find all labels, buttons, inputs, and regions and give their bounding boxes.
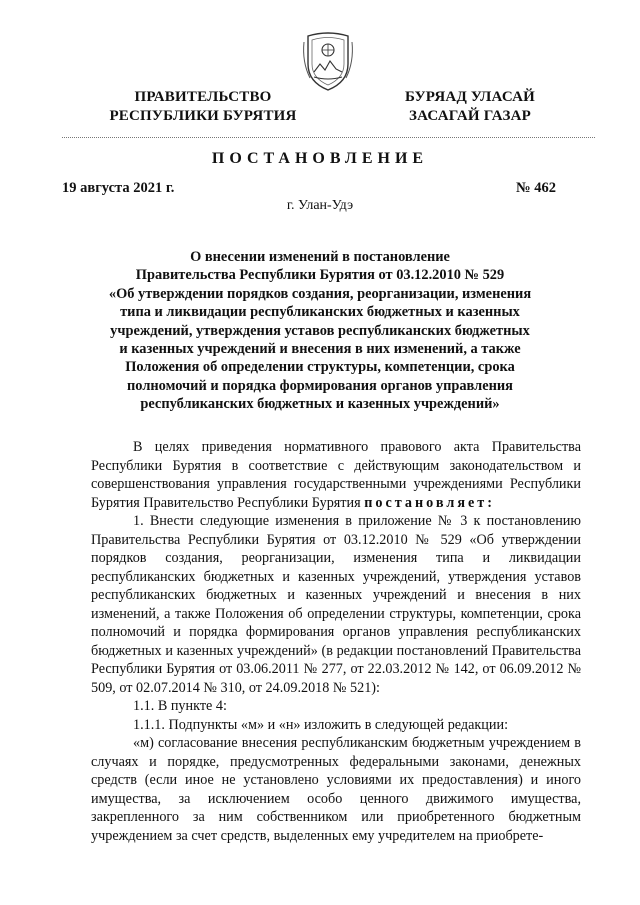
header-divider	[62, 137, 595, 138]
government-name-bua	[392, 88, 548, 126]
document-city: г. Улан-Удэ	[286, 198, 354, 213]
item-1-1-1: 1.1.1. Подпункты «м» и «н» изложить в следующей редакции:	[133, 716, 509, 733]
document-title	[90, 248, 550, 414]
government-name-bua-line2: ЗАСАГАЙ ГАЗАР	[409, 108, 531, 124]
item-1-1: 1.1. В пункте 4:	[133, 698, 227, 714]
government-name-ru-line1: ПРАВИТЕЛЬСТВО	[134, 89, 272, 105]
title-line: и казенных учреждений и внесения в них изменений, а также	[119, 341, 521, 358]
government-name-bua-line1: БУРЯАД УЛАСАЙ	[404, 89, 536, 105]
title-line: типа и ликвидации республиканских бюджетных и казенных	[120, 304, 520, 321]
document-body	[91, 512, 581, 845]
document-date: 19 августа 2021 г.	[62, 180, 175, 196]
item-m: «м) согласование внесения республиканским бюджетным учреждением в случаях и порядке, предусмотренных федеральными законами, денежных средств (если иное не установлено условиями их предоставления) и иного имущества, за исключением особо ценного движимого имущества, закрепленного за ним собственником или приобретенного бюджетным учреждением за счет средств, выделенных ему учредителем на приобрете-	[91, 735, 581, 844]
document-number: № 462	[516, 180, 556, 196]
decree-word: постановляет:	[364, 494, 496, 511]
title-line: полномочий и порядка формирования органов управления	[127, 377, 513, 394]
preamble-text: В целях приведения нормативного правового акта Правительства Республики Бурятия в соответствие с действующим законодательством и совершенствования управления государственными учреждениями Республики Бурятия Правительство Республики Бурятия	[91, 439, 581, 511]
title-line: «Об утверждении порядков создания, реорганизации, изменения	[108, 285, 532, 302]
coat-of-arms-icon	[300, 28, 356, 94]
government-name-ru	[88, 88, 318, 126]
preamble-paragraph	[91, 438, 581, 512]
title-line: учреждений, утверждения уставов республиканских бюджетных	[110, 322, 530, 339]
title-line: республиканских бюджетных и казенных учреждений»	[140, 396, 500, 413]
title-line: Положения об определении структуры, компетенции, срока	[125, 359, 515, 376]
document-type: ПОСТАНОВЛЕНИЕ	[211, 150, 429, 167]
government-name-ru-line2: РЕСПУБЛИКИ БУРЯТИЯ	[109, 108, 297, 124]
title-line: О внесении изменений в постановление	[190, 249, 450, 265]
item-1: 1. Внести следующие изменения в приложение № 3 к постановлению Правительства Республики Бурятия от 03.12.2010 № 529 «Об утверждении порядков создания, реорганизации, изменения типа и ликвидации республиканских бюджетных и казенных учреждений, утверждения уставов республиканских бюджетных и казенных учреждений и внесения в них изменений, а также Положения об определении структуры, компетенции, срока полномочий и порядка формирования органов управления республиканских бюджетных и казенных учреждений» (в редакции постановлений Правительства Республики Бурятия от 03.06.2011 № 277, от 22.03.2012 № 142, от 06.09.2012 № 509, от 02.07.2014 № 310, от 24.09.2018 № 521):	[91, 513, 581, 696]
title-line: Правительства Республики Бурятия от 03.12.2010 № 529	[135, 267, 505, 284]
preamble	[91, 438, 581, 512]
